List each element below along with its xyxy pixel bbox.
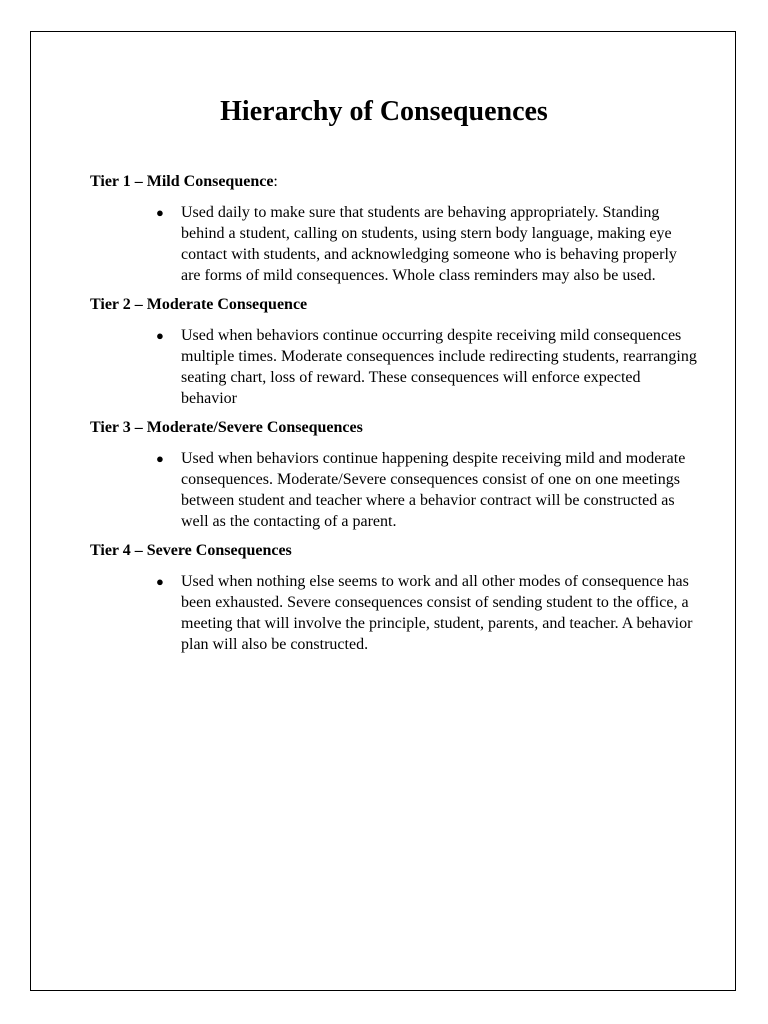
bullet-icon: ●	[156, 205, 164, 220]
tier-heading-text: Tier 2 – Moderate Consequence	[90, 296, 308, 313]
list-item	[90, 325, 700, 409]
list-item	[90, 202, 700, 286]
tier-list	[90, 325, 700, 409]
list-item-text: Used daily to make sure that students are behaving appropriately. Standing behind a student, calling on students, using stern body language, making eye contact with students, and acknowledging someone who is behaving properly are forms of mild consequences. Whole class reminders may also be used.	[181, 204, 677, 284]
document-body	[90, 170, 700, 655]
document-title: Hierarchy of Consequences	[220, 96, 548, 127]
list-item-text: Used when behaviors continue occurring despite receiving mild consequences multiple times. Moderate consequences include redirecting students, rearranging seating chart, loss of reward. These consequences will enforce expected behavior	[181, 327, 697, 407]
tier-heading-suffix: :	[273, 173, 278, 190]
tier-heading	[90, 539, 700, 563]
tier-heading-text: Tier 1 – Mild Consequence	[90, 173, 274, 190]
tier-heading-text: Tier 3 – Moderate/Severe Consequences	[90, 419, 363, 436]
tier-list	[90, 448, 700, 532]
tier-section-2	[90, 293, 700, 409]
list-item-text: Used when nothing else seems to work and all other modes of consequence has been exhausted. Severe consequences consist of sending student to the office, a meeting that will involve the principle, student, parents, and teacher. A behavior plan will also be constructed.	[181, 573, 693, 653]
tier-section-1	[90, 170, 700, 286]
tier-heading	[90, 293, 700, 317]
tier-heading	[90, 170, 700, 194]
bullet-icon: ●	[156, 574, 164, 589]
tier-section-3	[90, 416, 700, 532]
tier-heading	[90, 416, 700, 440]
tier-list	[90, 202, 700, 286]
bullet-icon: ●	[156, 328, 164, 343]
tier-section-4	[90, 539, 700, 655]
tier-heading-text: Tier 4 – Severe Consequences	[90, 542, 292, 559]
tier-list	[90, 571, 700, 655]
bullet-icon: ●	[156, 451, 164, 466]
list-item	[90, 571, 700, 655]
list-item-text: Used when behaviors continue happening despite receiving mild and moderate consequences. Moderate/Severe consequences consist of one on one meetings between student and teacher where a behavior contract will be constructed as well as the contacting of a parent.	[181, 450, 686, 530]
list-item	[90, 448, 700, 532]
